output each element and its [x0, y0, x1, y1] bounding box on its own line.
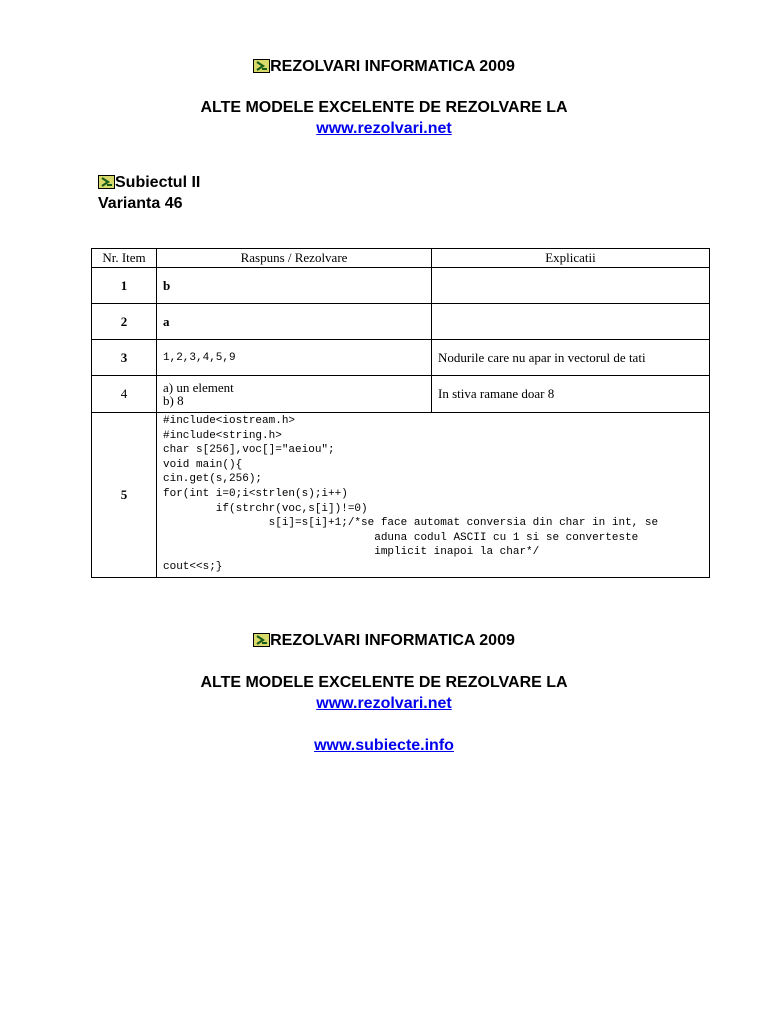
subiecte-link[interactable]: www.subiecte.info	[314, 737, 454, 754]
row-explanation: Nodurile care nu apar in vectorul de tati	[432, 340, 710, 376]
header-explanation: Explicatii	[432, 249, 710, 268]
row-explanation: In stiva ramane doar 8	[432, 376, 710, 413]
answer-line-1: a) un element	[163, 380, 234, 395]
bullet-arrow-icon	[98, 175, 115, 189]
footer-subtitle: ALTE MODELE EXCELENTE DE REZOLVARE LA	[200, 674, 568, 691]
subtitle: ALTE MODELE EXCELENTE DE REZOLVARE LA	[200, 99, 568, 116]
row-answer	[157, 376, 432, 413]
row-number: 5	[92, 413, 157, 578]
row-number: 3	[92, 340, 157, 376]
subject-text: Subiectul II	[115, 174, 201, 191]
header-answer: Raspuns / Rezolvare	[157, 249, 432, 268]
answer-line-2: b) 8	[163, 393, 184, 408]
table-row	[92, 376, 710, 413]
row-number: 2	[92, 304, 157, 340]
table-row	[92, 268, 710, 304]
table-header-row	[92, 249, 710, 268]
row-answer: a	[157, 304, 432, 340]
code-cell	[157, 413, 710, 578]
footer-rezolvari-link[interactable]: www.rezolvari.net	[316, 695, 452, 712]
bullet-arrow-icon	[253, 633, 270, 647]
footer-title-text: REZOLVARI INFORMATICA 2009	[270, 632, 515, 649]
page-title	[0, 58, 768, 76]
code-block: #include<iostream.h> #include<string.h> char s[256],voc[]="aeiou"; void main(){ cin.get(s,256); for(int i=0;i<strlen(s);i++) if(strchr(voc,s[i])!=0) s[i]=s[i]+1;/*se face automat conversia din char in int, se aduna codul ASCII cu 1 si se converteste implicit inapoi la char*/ cout<<s;}	[163, 415, 659, 573]
row-answer: b	[157, 268, 432, 304]
header-nr-item: Nr. Item	[92, 249, 157, 268]
variant-heading: Varianta 46	[98, 195, 183, 212]
row-number: 1	[92, 268, 157, 304]
row-answer: 1,2,3,4,5,9	[157, 340, 432, 376]
rezolvari-link[interactable]: www.rezolvari.net	[316, 120, 452, 137]
subject-heading	[98, 174, 200, 192]
bullet-arrow-icon	[253, 59, 270, 73]
table-row	[92, 304, 710, 340]
footer-title	[0, 632, 768, 650]
table-row	[92, 413, 710, 578]
table-row	[92, 340, 710, 376]
answers-table	[91, 248, 710, 578]
row-explanation	[432, 268, 710, 304]
row-explanation	[432, 304, 710, 340]
row-number: 4	[92, 376, 157, 413]
title-text: REZOLVARI INFORMATICA 2009	[270, 58, 515, 75]
